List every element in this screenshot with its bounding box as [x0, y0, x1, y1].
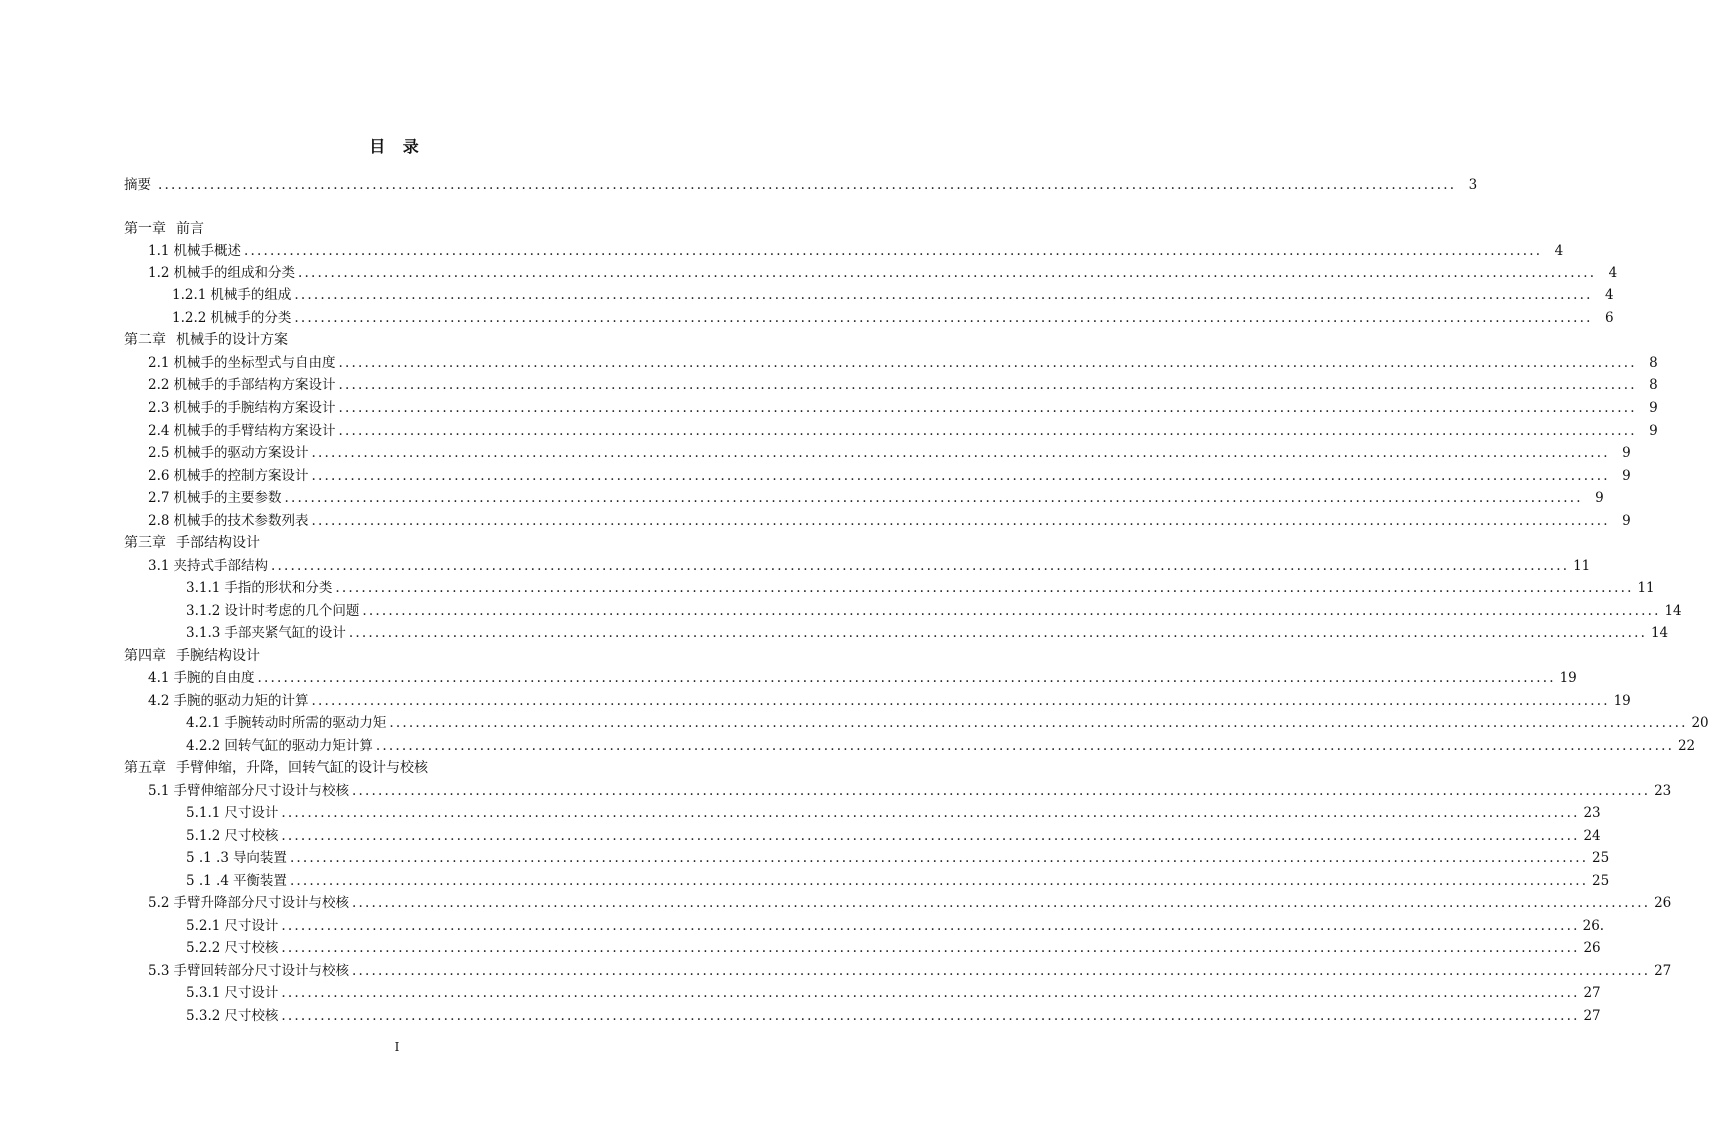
- toc-dot-leader: ........................................................................................................................................................................................................: [294, 287, 1593, 303]
- toc-page-number: 20: [1691, 715, 1709, 731]
- toc-entry[interactable]: [186, 1005, 1601, 1027]
- toc-dot-leader: ........................................................................................................................................................................................................: [351, 783, 1651, 799]
- toc-chapter-heading[interactable]: [124, 757, 428, 779]
- toc-section-number: 2.2: [148, 377, 170, 393]
- toc-section-number: 2.3: [148, 400, 170, 416]
- toc-section-number: 2.1: [148, 355, 170, 371]
- toc-entry[interactable]: [148, 510, 1631, 532]
- toc-section-title: 夹持式手部结构: [173, 558, 268, 574]
- toc-section-title: 手部夹紧气缸的设计: [224, 625, 346, 641]
- toc-dot-leader: ........................................................................................................................................................................................................: [289, 873, 1589, 889]
- toc-dot-leader: ........................................................................................................................................................................................................: [281, 805, 1580, 821]
- toc-entry[interactable]: [186, 937, 1601, 959]
- toc-entry[interactable]: [186, 735, 1696, 757]
- toc-dot-leader: ........................................................................................................................................................................................................: [335, 580, 1634, 596]
- toc-entry[interactable]: [148, 960, 1672, 982]
- toc-section-number: 4.2: [148, 693, 170, 709]
- toc-section-title: 机械手的分类: [210, 310, 292, 326]
- toc-entry[interactable]: [148, 465, 1631, 487]
- toc-section-title: 手腕的驱动力矩的计算: [173, 693, 309, 709]
- toc-page-number: 9: [1622, 468, 1631, 484]
- toc-dot-leader: ........................................................................................................................................................................................................: [281, 985, 1580, 1001]
- toc-section-title: 机械手的组成和分类: [173, 265, 295, 281]
- toc-section-title: 机械手的组成: [210, 287, 292, 303]
- toc-dot-leader: ........................................................................................................................................................................................................: [311, 693, 1610, 709]
- toc-entry[interactable]: [148, 442, 1631, 464]
- toc-chapter-heading[interactable]: [124, 218, 204, 240]
- toc-dot-leader: ........................................................................................................................................................................................................: [375, 738, 1675, 754]
- toc-dot-leader: ........................................................................................................................................................................................................: [281, 828, 1580, 844]
- toc-entry[interactable]: [186, 712, 1709, 734]
- page-number: I: [394, 1040, 400, 1054]
- toc-page-number: 25: [1592, 873, 1610, 889]
- toc-section-title: 机械手的设计方案: [176, 332, 288, 348]
- toc-page-number: 23: [1654, 783, 1672, 799]
- toc-entry[interactable]: [148, 352, 1658, 374]
- toc-page-number: 19: [1613, 693, 1631, 709]
- toc-entry[interactable]: [148, 397, 1658, 419]
- toc-page-number: 9: [1595, 490, 1604, 506]
- toc-page-number: 8: [1649, 355, 1658, 371]
- toc-dot-leader: ........................................................................................................................................................................................................: [348, 625, 1648, 641]
- toc-section-number: 第一章: [124, 221, 166, 237]
- toc-dot-leader: ........................................................................................................................................................................................................: [281, 1008, 1580, 1024]
- toc-dot-leader: ........................................................................................................................................................................................................: [362, 603, 1661, 619]
- toc-section-number: 3.1.2: [186, 603, 221, 619]
- toc-page-number: 8: [1649, 377, 1658, 393]
- toc-section-title: 尺寸校核: [224, 828, 279, 844]
- toc-page-number: 6: [1605, 310, 1614, 326]
- toc-section-title: 机械手的手臂结构方案设计: [173, 423, 336, 439]
- toc-section-number: 第三章: [124, 535, 166, 551]
- toc-section-number: 3.1.1: [186, 580, 221, 596]
- toc-chapter-heading[interactable]: [124, 329, 288, 351]
- toc-section-number: 5.2.1: [186, 918, 221, 934]
- toc-entry[interactable]: [148, 420, 1658, 442]
- toc-section-number: 1.2.2: [172, 310, 207, 326]
- toc-section-number: 4.2.1: [186, 715, 221, 731]
- toc-dot-leader: ........................................................................................................................................................................................................: [311, 513, 1610, 529]
- toc-page-number: 25: [1592, 850, 1610, 866]
- toc-section-number: 5.3.1: [186, 985, 221, 1001]
- toc-page-number: 27: [1583, 985, 1601, 1001]
- toc-section-title: 机械手概述: [173, 243, 241, 259]
- toc-section-number: 3.1: [148, 558, 170, 574]
- toc-section-title: 尺寸设计: [224, 805, 279, 821]
- toc-page-number: 9: [1649, 423, 1658, 439]
- toc-entry[interactable]: [186, 802, 1601, 824]
- toc-page-number: 26: [1654, 895, 1672, 911]
- toc-dot-leader: ........................................................................................................................................................................................................: [351, 895, 1651, 911]
- toc-entry[interactable]: [186, 622, 1669, 644]
- toc-dot-leader: ........................................................................................................................................................................................................: [270, 558, 1570, 574]
- toc-page-number: 14: [1664, 603, 1682, 619]
- toc-section-number: 2.4: [148, 423, 170, 439]
- toc-section-title: 手臂伸缩，升降，回转气缸的设计与校核: [176, 760, 428, 776]
- toc-page-number: 14: [1650, 625, 1669, 641]
- toc-section-title: 前言: [176, 221, 204, 237]
- toc-section-title: 机械手的控制方案设计: [173, 468, 309, 484]
- toc-dot-leader: ........................................................................................................................................................................................................: [281, 940, 1580, 956]
- toc-dot-leader: ........................................................................................................................................................................................................: [338, 377, 1637, 393]
- toc-entry[interactable]: [186, 825, 1601, 847]
- toc-section-number: 5 .1 .3: [186, 850, 229, 866]
- toc-section-title: 回转气缸的驱动力矩计算: [224, 738, 373, 754]
- toc-dot-leader: ........................................................................................................................................................................................................: [389, 715, 1688, 731]
- toc-entry[interactable]: [124, 174, 1478, 196]
- toc-section-title: 手臂升降部分尺寸设计与校核: [173, 895, 349, 911]
- toc-entry[interactable]: [148, 555, 1591, 577]
- toc-entry[interactable]: [186, 982, 1601, 1004]
- toc-dot-leader: ........................................................................................................................................................................................................: [338, 400, 1637, 416]
- toc-section-title: 机械手的手部结构方案设计: [173, 377, 336, 393]
- toc-section-number: 2.7: [148, 490, 170, 506]
- toc-page-number: 4: [1605, 287, 1614, 303]
- toc-page-number: 9: [1622, 445, 1631, 461]
- toc-section-title: 尺寸校核: [224, 1008, 279, 1024]
- toc-entry[interactable]: [148, 240, 1564, 262]
- toc-page-number: 9: [1649, 400, 1658, 416]
- toc-chapter-heading[interactable]: [124, 645, 260, 667]
- toc-section-number: 第二章: [124, 332, 166, 348]
- toc-entry[interactable]: [148, 667, 1577, 689]
- toc-section-title: 尺寸校核: [224, 940, 279, 956]
- toc-section-title: 机械手的坐标型式与自由度: [173, 355, 336, 371]
- toc-page-number: 11: [1573, 558, 1591, 574]
- toc-section-title: 设计时考虑的几个问题: [224, 603, 360, 619]
- toc-section-number: 2.5: [148, 445, 170, 461]
- toc-section-number: 5.1.1: [186, 805, 221, 821]
- toc-section-title: 机械手的主要参数: [173, 490, 282, 506]
- toc-dot-leader: ........................................................................................................................................................................................................: [281, 918, 1580, 934]
- toc-section-title: 尺寸设计: [224, 918, 279, 934]
- toc-section-number: 第五章: [124, 760, 166, 776]
- toc-dot-leader: ........................................................................................................................................................................................................: [243, 243, 1543, 259]
- toc-section-number: 2.8: [148, 513, 170, 529]
- toc-section-number: 5.2.2: [186, 940, 221, 956]
- toc-chapter-heading[interactable]: [124, 532, 260, 554]
- toc-section-title: 机械手的手腕结构方案设计: [173, 400, 336, 416]
- toc-entry[interactable]: [148, 780, 1672, 802]
- toc-entry[interactable]: [148, 374, 1658, 396]
- toc-dot-leader: ........................................................................................................................................................................................................: [351, 963, 1651, 979]
- toc-page-number: 24: [1583, 828, 1601, 844]
- toc-section-title: 手指的形状和分类: [224, 580, 333, 596]
- toc-section-title: 手腕结构设计: [176, 648, 260, 664]
- toc-entry[interactable]: [148, 487, 1604, 509]
- toc-section-number: 5.3.2: [186, 1008, 221, 1024]
- toc-section-title: 手臂回转部分尺寸设计与校核: [173, 963, 349, 979]
- toc-section-title: 手腕的自由度: [173, 670, 255, 686]
- toc-section-title: 机械手的驱动方案设计: [173, 445, 309, 461]
- toc-entry[interactable]: [186, 870, 1610, 892]
- toc-dot-leader: ........................................................................................................................................................................................................: [284, 490, 1583, 506]
- toc-section-title: 导向装置: [232, 850, 287, 866]
- toc-section-number: 5 .1 .4: [186, 873, 229, 889]
- toc-entry[interactable]: [148, 262, 1618, 284]
- toc-title: 目 录: [369, 137, 425, 156]
- toc-section-number: 2.6: [148, 468, 170, 484]
- toc-entry[interactable]: [186, 847, 1610, 869]
- toc-section-number: 5.1.2: [186, 828, 221, 844]
- toc-dot-leader: ........................................................................................................................................................................................................: [338, 423, 1637, 439]
- toc-page-number: 27: [1583, 1008, 1601, 1024]
- toc-page-number: 23: [1583, 805, 1601, 821]
- toc-dot-leader: ........................................................................................................................................................................................................: [294, 310, 1593, 326]
- toc-dot-leader: ........................................................................................................................................................................................................: [158, 177, 1457, 193]
- toc-page-number: 4: [1554, 243, 1564, 259]
- toc-page-number: 4: [1608, 265, 1618, 281]
- toc-dot-leader: ........................................................................................................................................................................................................: [257, 670, 1556, 686]
- toc-section-number: 5.3: [148, 963, 170, 979]
- toc-dot-leader: ........................................................................................................................................................................................................: [289, 850, 1589, 866]
- toc-entry[interactable]: [148, 690, 1631, 712]
- toc-section-number: 1.1: [148, 243, 170, 259]
- toc-section-number: 5.1: [148, 783, 170, 799]
- toc-page-number: 11: [1637, 580, 1655, 596]
- toc-entry[interactable]: [172, 284, 1614, 306]
- toc-section-number: 5.2: [148, 895, 170, 911]
- toc-section-number: 摘要: [124, 177, 151, 193]
- toc-entry[interactable]: [148, 892, 1672, 914]
- toc-dot-leader: ........................................................................................................................................................................................................: [297, 265, 1597, 281]
- toc-entry[interactable]: [186, 577, 1655, 599]
- toc-section-title: 尺寸设计: [224, 985, 279, 1001]
- toc-section-title: 平衡装置: [232, 873, 287, 889]
- toc-section-number: 4.2.2: [186, 738, 221, 754]
- toc-section-title: 手部结构设计: [176, 535, 260, 551]
- toc-section-number: 3.1.3: [186, 625, 221, 641]
- toc-page-number: 27: [1654, 963, 1672, 979]
- toc-dot-leader: ........................................................................................................................................................................................................: [338, 355, 1637, 371]
- toc-page-number: 22: [1677, 738, 1696, 754]
- toc-page-number: 19: [1559, 670, 1577, 686]
- toc-dot-leader: ........................................................................................................................................................................................................: [311, 445, 1610, 461]
- toc-section-title: 手腕转动时所需的驱动力矩: [224, 715, 387, 731]
- toc-page-number: 26: [1583, 940, 1601, 956]
- toc-entry[interactable]: [186, 915, 1605, 937]
- toc-section-number: 1.2.1: [172, 287, 207, 303]
- toc-page-number: 3: [1468, 177, 1478, 193]
- toc-entry[interactable]: [172, 307, 1614, 329]
- toc-dot-leader: ........................................................................................................................................................................................................: [311, 468, 1610, 484]
- toc-section-title: 手臂伸缩部分尺寸设计与校核: [173, 783, 349, 799]
- toc-page-number: 9: [1622, 513, 1631, 529]
- toc-page-number: 26.: [1582, 918, 1605, 934]
- toc-entry[interactable]: [186, 600, 1682, 622]
- toc-section-title: 机械手的技术参数列表: [173, 513, 309, 529]
- toc-section-number: 第四章: [124, 648, 166, 664]
- toc-section-number: 1.2: [148, 265, 170, 281]
- toc-section-number: 4.1: [148, 670, 170, 686]
